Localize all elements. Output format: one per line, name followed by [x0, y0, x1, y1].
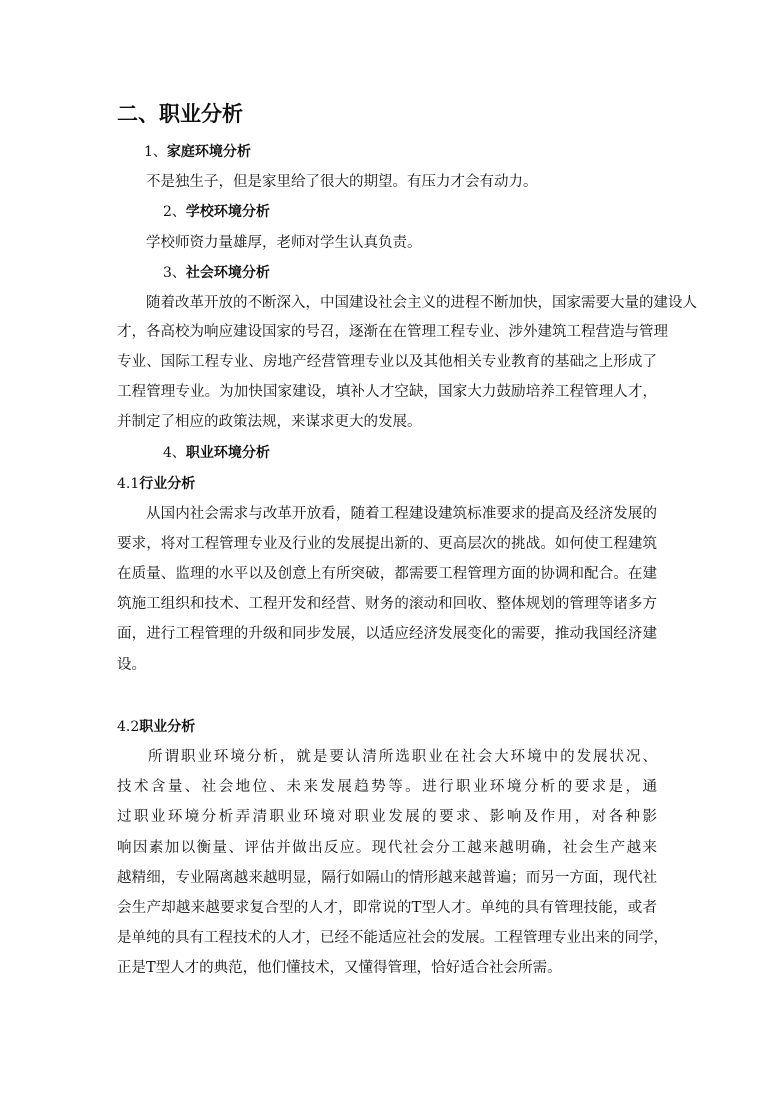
industry-heading-title: 行业分析: [139, 476, 196, 492]
occupation-paragraph-line: 越精细，专业隔离越来越明显，隔行如隔山的情形越来越普遍；而另一方面，现代社: [117, 870, 657, 886]
industry-heading: [117, 474, 195, 494]
industry-paragraph-line: 面，进行工程管理的升级和同步发展，以适应经济发展变化的需要，推动我国经济建: [117, 626, 657, 642]
school-paragraph: 学校师资力量雄厚，老师对学生认真负责。: [146, 235, 422, 251]
society-paragraph-line: 工程管理专业。为加快国家建设，填补人才空缺，国家大力鼓励培养工程管理人才，: [117, 384, 657, 400]
occupation-paragraph-line: 会生产却越来越要求复合型的人才，即常说的T型人才。单纯的具有管理技能，或者: [117, 900, 657, 916]
family-heading-title: 家庭环境分析: [166, 144, 251, 160]
family-heading: [144, 142, 251, 162]
society-paragraph-line: 才，各高校为响应建设国家的号召，逐渐在在管理工程专业、涉外建筑工程营造与管理: [117, 324, 668, 340]
occupation-paragraph-line: 响因素加以衡量、评估并做出反应。现代社会分工越来越明确，社会生产越来: [117, 840, 657, 856]
family-heading-number: 1、: [144, 144, 167, 160]
industry-heading-number: 4.1: [117, 476, 140, 492]
occupation-paragraph-line: 所谓职业环境分析，就是要认清所选职业在社会大环境中的发展状况、: [148, 749, 657, 765]
society-paragraph-line: 并制定了相应的政策法规，来谋求更大的发展。: [117, 414, 422, 430]
occupation-paragraph-line: 正是T型人才的典范，他们懂技术，又懂得管理，恰好适合社会所需。: [117, 960, 562, 976]
society-heading-number: 3、: [163, 265, 186, 281]
society-heading: [163, 263, 270, 283]
school-heading: [163, 202, 270, 222]
industry-paragraph-line: 筑施工组织和技术、工程开发和经营、财务的滚动和回收、整体规划的管理等诸多方: [117, 596, 657, 612]
occupation-paragraph-line: 技术含量、社会地位、未来发展趋势等。进行职业环境分析的要求是，通: [117, 779, 657, 795]
school-heading-number: 2、: [163, 204, 186, 220]
career-heading-title: 职业环境分析: [185, 445, 270, 461]
industry-paragraph-line: 要求，将对工程管理专业及行业的发展提出新的、更高层次的挑战。如何使工程建筑: [117, 536, 657, 552]
family-paragraph: 不是独生子，但是家里给了很大的期望。有压力才会有动力。: [146, 174, 538, 190]
occupation-paragraph-line: 过职业环境分析弄清职业环境对职业发展的要求、影响及作用，对各种影: [117, 809, 657, 825]
society-heading-title: 社会环境分析: [185, 265, 270, 281]
occupation-paragraph-line: 是单纯的具有工程技术的人才，已经不能适应社会的发展。工程管理专业出来的同学，: [117, 930, 668, 946]
society-paragraph-line: 随着改革开放的不断深入，中国建设社会主义的进程不断加快，国家需要大量的建设人: [146, 295, 697, 311]
school-heading-title: 学校环境分析: [185, 204, 270, 220]
occupation-heading: [117, 717, 195, 737]
society-paragraph-line: 专业、国际工程专业、房地产经营管理专业以及其他相关专业教育的基础之上形成了: [117, 354, 657, 370]
career-heading-number: 4、: [163, 445, 186, 461]
industry-paragraph-line: 设。: [117, 657, 146, 673]
career-heading: [163, 443, 270, 463]
section-heading: 二、职业分析: [117, 102, 243, 126]
industry-paragraph-line: 从国内社会需求与改革开放看，随着工程建设建筑标准要求的提高及经济发展的: [146, 506, 657, 522]
occupation-heading-number: 4.2: [117, 719, 140, 735]
industry-paragraph-line: 在质量、监理的水平以及创意上有所突破，都需要工程管理方面的协调和配合。在建: [117, 566, 657, 582]
occupation-heading-title: 职业分析: [139, 719, 196, 735]
